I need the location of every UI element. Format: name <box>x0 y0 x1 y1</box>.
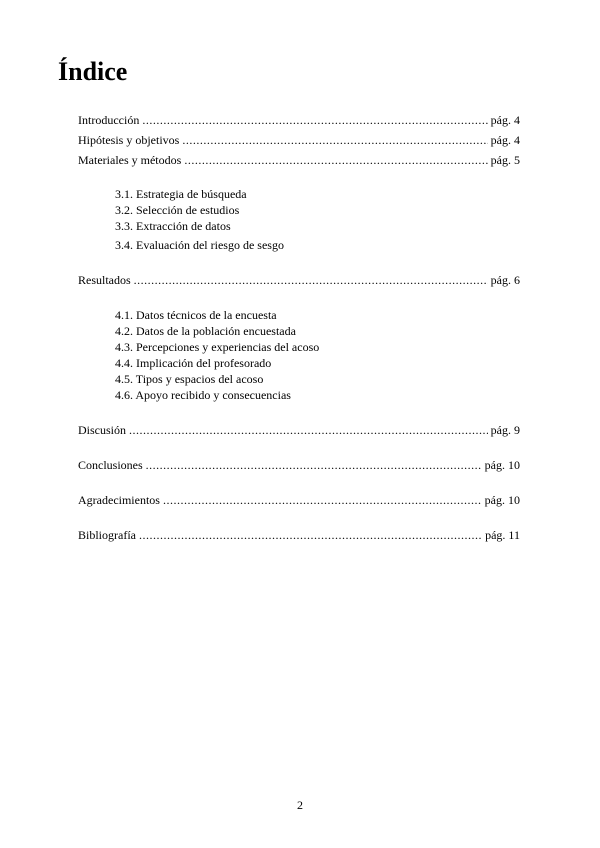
toc-entry-hipotesis[interactable] <box>78 133 520 147</box>
page-title: Índice <box>58 57 128 86</box>
toc-entry-materiales[interactable] <box>78 153 520 167</box>
toc-entry-page: pág. 4 <box>490 133 520 147</box>
toc-dot-leader <box>129 423 488 437</box>
toc-entry-conclusiones[interactable] <box>78 458 520 472</box>
toc-subsection-4-6[interactable]: 4.6. Apoyo recibido y consecuencias <box>115 388 291 402</box>
toc-entry-discusion[interactable] <box>78 423 520 437</box>
toc-dot-leader <box>139 528 482 542</box>
toc-entry-label: Introducción <box>78 113 140 127</box>
toc-entry-agradecimientos[interactable] <box>78 493 520 507</box>
toc-entry-label: Bibliografía <box>78 528 136 542</box>
toc-subsection-4-2[interactable]: 4.2. Datos de la población encuestada <box>115 324 296 338</box>
toc-dot-leader <box>142 113 487 127</box>
toc-entry-label: Discusión <box>78 423 126 437</box>
toc-entry-bibliografia[interactable] <box>78 528 520 542</box>
toc-subsection-3-4[interactable]: 3.4. Evaluación del riesgo de sesgo <box>115 238 284 252</box>
toc-subsection-3-2[interactable]: 3.2. Selección de estudios <box>115 203 240 217</box>
toc-entry-page: pág. 10 <box>484 458 520 472</box>
toc-dot-leader <box>182 133 487 147</box>
toc-entry-introduccion[interactable] <box>78 113 520 127</box>
toc-dot-leader <box>134 273 488 287</box>
toc-subsection-4-5[interactable]: 4.5. Tipos y espacios del acoso <box>115 372 264 386</box>
toc-entry-page: pág. 10 <box>484 493 520 507</box>
toc-entry-resultados[interactable] <box>78 273 520 287</box>
toc-subsection-3-3[interactable]: 3.3. Extracción de datos <box>115 219 231 233</box>
toc-entry-page: pág. 9 <box>490 423 520 437</box>
toc-dot-leader <box>184 153 487 167</box>
toc-subsection-3-1[interactable]: 3.1. Estrategia de búsqueda <box>115 187 247 201</box>
toc-entry-page: pág. 4 <box>490 113 520 127</box>
toc-entry-label: Agradecimientos <box>78 493 160 507</box>
page-number: 2 <box>297 798 303 812</box>
toc-entry-label: Resultados <box>78 273 131 287</box>
toc-entry-label: Hipótesis y objetivos <box>78 133 180 147</box>
toc-subsection-4-3[interactable]: 4.3. Percepciones y experiencias del acoso <box>115 340 320 354</box>
toc-dot-leader <box>146 458 482 472</box>
toc-subsection-4-4[interactable]: 4.4. Implicación del profesorado <box>115 356 272 370</box>
toc-dot-leader <box>163 493 482 507</box>
toc-entry-page: pág. 6 <box>490 273 520 287</box>
toc-entry-label: Conclusiones <box>78 458 143 472</box>
toc-subsection-4-1[interactable]: 4.1. Datos técnicos de la encuesta <box>115 308 277 322</box>
toc-entry-page: pág. 5 <box>490 153 520 167</box>
toc-entry-label: Materiales y métodos <box>78 153 182 167</box>
toc-entry-page: pág. 11 <box>485 528 520 542</box>
